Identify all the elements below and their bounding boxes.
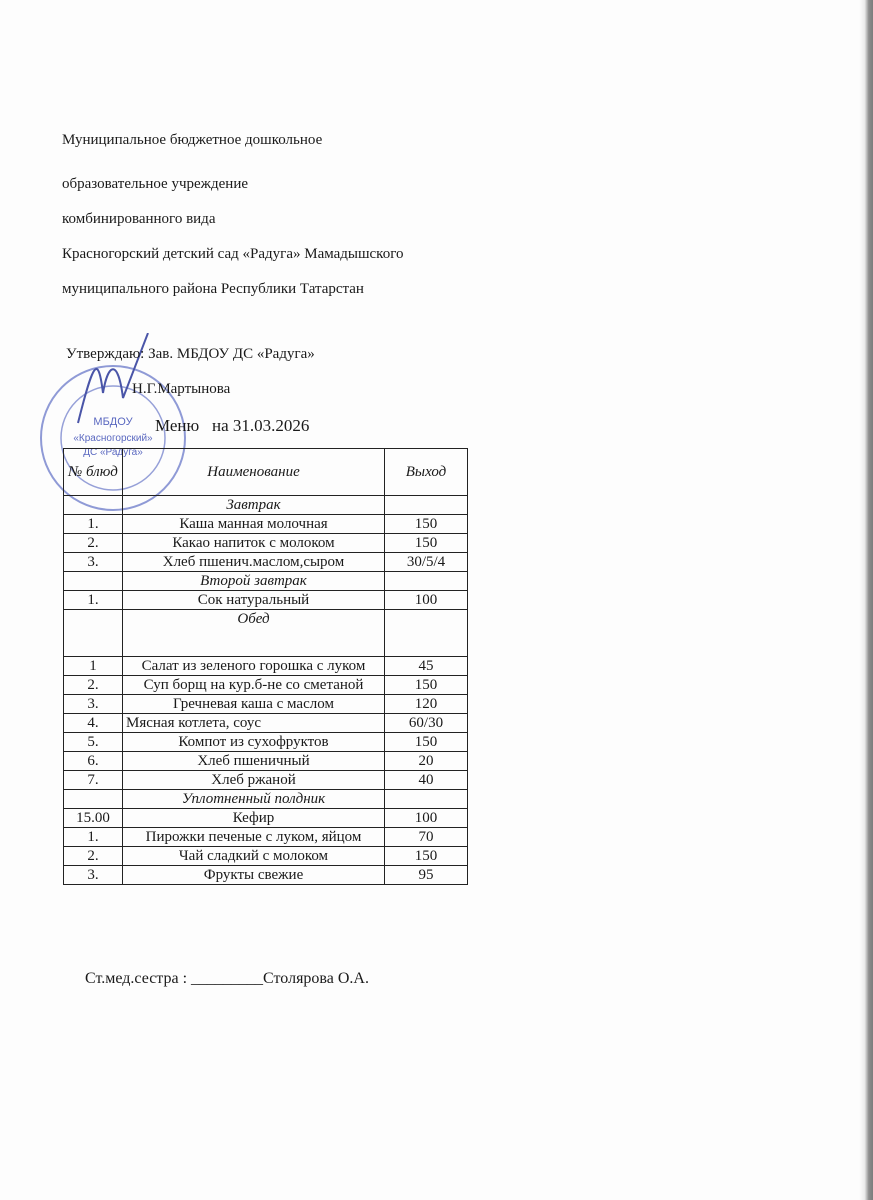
dish-number [64,496,123,515]
dish-number: 2. [64,847,123,866]
dish-name: Хлеб пшенич.маслом,сыром [123,553,385,572]
dish-number: 1. [64,591,123,610]
dish-output: 150 [385,847,468,866]
dish-output: 30/5/4 [385,553,468,572]
dish-output: 150 [385,515,468,534]
table-row [64,553,468,572]
dish-number [64,572,123,591]
dish-output: 95 [385,866,468,885]
dish-output: 120 [385,695,468,714]
approval-line: Утверждаю: Зав. МБДОУ ДС «Радуга» [66,346,315,362]
dish-number: 3. [64,695,123,714]
dish-number: 1. [64,515,123,534]
org-line-1: Муниципальное бюджетное дошкольное [62,132,323,148]
section-title: Завтрак [123,496,385,515]
svg-text:«Красногорский»: «Красногорский» [73,433,153,444]
dish-output: 100 [385,591,468,610]
dish-name: Компот из сухофруктов [123,733,385,752]
dish-output: 60/30 [385,714,468,733]
dish-name: Каша манная молочная [123,515,385,534]
dish-output: 40 [385,771,468,790]
dish-name: Пирожки печеные с луком, яйцом [123,828,385,847]
org-line-3: комбинированного вида [62,211,216,227]
section-row [64,496,468,515]
dish-output: 150 [385,733,468,752]
section-title: Обед [123,610,385,657]
org-line-2: образовательное учреждение [62,176,249,192]
table-row [64,828,468,847]
dish-name: Сок натуральный [123,591,385,610]
dish-output [385,496,468,515]
dish-output: 20 [385,752,468,771]
dish-number: 2. [64,534,123,553]
dish-name: Хлеб пшеничный [123,752,385,771]
org-line-5: муниципального района Республики Татарстан [62,281,364,297]
svg-text:ДС «Радуга»: ДС «Радуга» [83,447,143,458]
table-row [64,847,468,866]
table-row [64,591,468,610]
dish-output: 45 [385,657,468,676]
dish-name: Хлеб ржаной [123,771,385,790]
dish-name: Какао напиток с молоком [123,534,385,553]
dish-number: 1. [64,828,123,847]
dish-number: 4. [64,714,123,733]
signature-role: Ст.мед.сестра : [85,970,192,987]
dish-name: Суп борщ на кур.б-не со сметаной [123,676,385,695]
menu-title: Меню на 31.03.2026 [155,416,310,435]
table-row [64,695,468,714]
header-num: № блюд [64,449,123,496]
nurse-signature-line [85,970,369,988]
section-row [64,572,468,591]
table-row [64,676,468,695]
dish-number: 15.00 [64,809,123,828]
signature-blank: _________ [191,970,264,987]
approver-name: Н.Г.Мартынова [132,381,231,397]
dish-output: 150 [385,676,468,695]
table-row [64,771,468,790]
section-title: Уплотненный полдник [123,790,385,809]
section-title: Второй завтрак [123,572,385,591]
dish-number [64,610,123,657]
header-output: Выход [385,449,468,496]
table-header-row [64,449,468,496]
menu-table [63,448,468,885]
dish-number [64,790,123,809]
table-row [64,752,468,771]
org-line-4: Красногорский детский сад «Радуга» Мамадышского [62,246,404,262]
svg-text:МБДОУ: МБДОУ [93,416,133,428]
section-row [64,610,468,657]
dish-number: 5. [64,733,123,752]
dish-number: 1 [64,657,123,676]
table-row [64,534,468,553]
dish-name: Салат из зеленого горошка с луком [123,657,385,676]
dish-output [385,610,468,657]
table-row [64,866,468,885]
dish-output [385,572,468,591]
dish-number: 2. [64,676,123,695]
table-row [64,515,468,534]
dish-output: 70 [385,828,468,847]
dish-output [385,790,468,809]
dish-number: 7. [64,771,123,790]
dish-number: 3. [64,553,123,572]
header-name: Наименование [123,449,385,496]
scan-edge-shadow [859,0,873,1200]
dish-name: Кефир [123,809,385,828]
dish-output: 100 [385,809,468,828]
table-row [64,809,468,828]
dish-number: 3. [64,866,123,885]
dish-name: Гречневая каша с маслом [123,695,385,714]
dish-name: Мясная котлета, соус [123,714,385,733]
section-row [64,790,468,809]
dish-number: 6. [64,752,123,771]
signature-name: Столярова О.А. [263,970,369,987]
table-row [64,657,468,676]
dish-name: Фрукты свежие [123,866,385,885]
table-row [64,714,468,733]
dish-name: Чай сладкий с молоком [123,847,385,866]
table-row [64,733,468,752]
dish-output: 150 [385,534,468,553]
